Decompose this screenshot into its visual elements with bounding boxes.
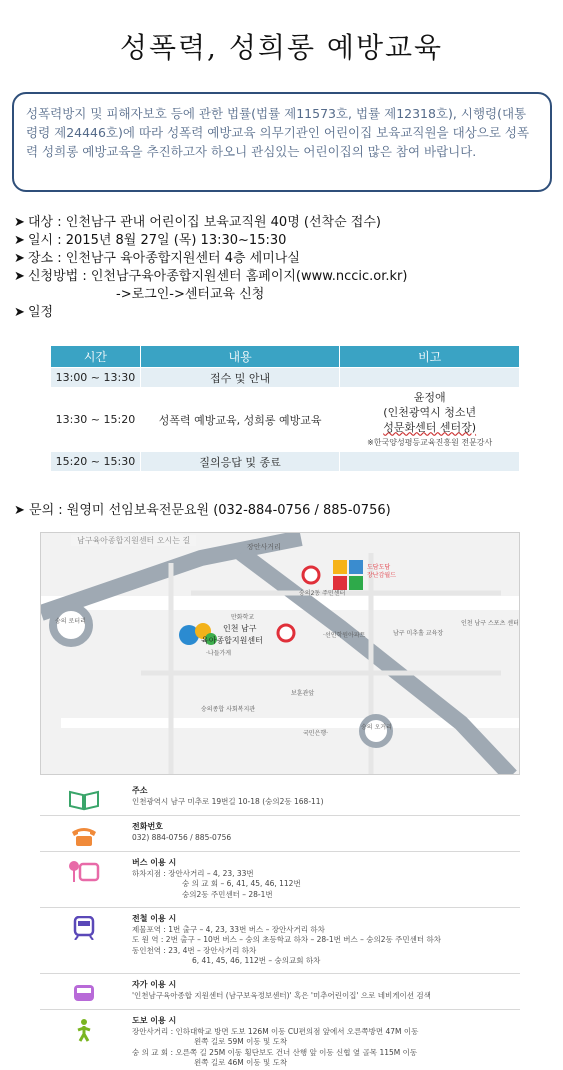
bullet-icon: ➤: [14, 269, 25, 284]
content-cell: 접수 및 안내: [140, 368, 340, 388]
bullet-icon: ➤: [14, 251, 25, 266]
map-label: 도담도담: [367, 564, 391, 571]
map-label: 남구 미추홀 교육장: [393, 630, 444, 637]
map-label: 숭의 로터리: [55, 618, 86, 625]
schedule-header: 내용: [140, 346, 340, 368]
map-drawing: [41, 533, 520, 775]
map-label: ·선인학원아파트: [323, 632, 366, 639]
map-label: 숭의2동 주민센터: [299, 590, 346, 597]
map-label: ·나들가게: [206, 650, 232, 657]
time-cell: 13:00 ~ 13:30: [51, 368, 141, 388]
car-icon: [68, 982, 100, 1006]
map-label: 장안사거리: [247, 543, 281, 551]
schedule-header: 시간: [51, 346, 141, 368]
list-item: 전화번호 032) 884-0756 / 885-0756: [40, 816, 520, 852]
content-cell: 성폭력 예방교육, 성희롱 예방교육: [140, 388, 340, 452]
map-label: 국민은행·: [303, 730, 329, 737]
info-target: ➤ 대상 : 인천남구 관내 어린이집 보육교직원 40명 (선착순 접수): [14, 215, 381, 230]
schedule-header-row: [51, 346, 520, 368]
table-row: [51, 368, 520, 388]
list-item: 주소 인천광역시 남구 미추로 19번길 10-18 (숭의2동 168-11): [40, 780, 520, 816]
map-label: 장난감월드: [367, 572, 396, 579]
location-map: [40, 532, 520, 775]
content-cell: 질의응답 및 종료: [140, 452, 340, 472]
list-item: 도보 이용 시 장안사거리 : 인하대학교 방면 도보 126M 이동 CU편의점 앞에서 오른쪽방면 47M 이동 왼쪽 길로 59M 이동 및 도착 숭 의 교 회 : 오른쪽 길 25M 이동 횡단보도 건너 산행 앞 이동 신협 옆 골목 115M 이동 왼쪽 길로 46M 이동 및 도착: [40, 1010, 520, 1070]
info-apply: ➤ 신청방법 : 인천남구육아종합지원센터 홈페이지(www.nccic.or.kr): [14, 269, 408, 284]
map-label: 육아종합지원센터: [201, 636, 263, 645]
map-caption: 남구육아종합지원센터 오시는 길: [71, 535, 196, 546]
info-place: ➤ 장소 : 인천남구 육아종합지원센터 4층 세미나실: [14, 251, 300, 266]
info-apply-2: ->로그인->센터교육 신청: [116, 287, 265, 302]
bullet-icon: ➤: [14, 503, 25, 518]
bullet-icon: ➤: [14, 233, 25, 248]
bullet-icon: ➤: [14, 215, 25, 230]
info-list: [14, 214, 554, 322]
book-icon: [68, 788, 100, 812]
map-label: 만화학교: [231, 614, 255, 621]
map-label: 인천 남구 스포츠 센터: [461, 620, 519, 627]
map-label: 숭의종합 사회복지관: [201, 706, 256, 713]
list-item: 자가 이용 시 '인천남구육아종합 지원센터 (남구보육정보센터)' 혹은 '미추어린이집' 으로 네비게이션 검색: [40, 974, 520, 1010]
table-row: [51, 452, 520, 472]
walking-person-icon: [68, 1018, 100, 1042]
bullet-icon: ➤: [14, 305, 25, 320]
info-datetime: ➤ 일시 : 2015년 8월 27일 (목) 13:30~15:30: [14, 233, 287, 248]
directions-legend: [40, 780, 520, 1070]
schedule-table: [50, 345, 520, 472]
phone-icon: [68, 824, 100, 848]
list-item: 전철 이용 시 제물포역 : 1번 출구 – 4, 23, 33번 버스 – 장안사거리 하차 도 원 역 : 2번 출구 – 10번 버스 – 숭의 초등학교 하차 – 28-1번 버스 – 숭의2동 주민센터 하차 동인천역 : 23, 4번 – 장안사거리 하차 6, 41, 45, 46, 112번 – 숭의교회 하차: [40, 908, 520, 974]
note-cell: 윤정애 (인천광역시 청소년 성문화센터 센터장) ※한국양성평등교육진흥원 전문강사: [340, 388, 520, 452]
note-cell: [340, 452, 520, 472]
contact-line: ➤ 문의 : 원영미 선임보육전문요원 (032-884-0756 / 885-0756): [14, 503, 391, 518]
map-label: 보훈관앞: [291, 690, 315, 697]
bus-stop-icon: [68, 860, 100, 884]
map-label: 인천 남구: [223, 624, 257, 633]
schedule-header: 비고: [340, 346, 520, 368]
page-title: 성폭력, 성희롱 예방교육: [119, 31, 444, 64]
list-item: 버스 이용 시 하차지점 : 장안사거리 – 4, 23, 33번 숭 의 교 회 – 6, 41, 45, 46, 112번 숭의2동 주민센터 – 28-1번: [40, 852, 520, 908]
time-cell: 13:30 ~ 15:20: [51, 388, 141, 452]
subway-icon: [68, 916, 100, 940]
info-schedule: ➤ 일정: [14, 305, 54, 320]
note-cell: [340, 368, 520, 388]
map-label: 숭의 오거리: [361, 724, 392, 731]
table-row: [51, 388, 520, 452]
time-cell: 15:20 ~ 15:30: [51, 452, 141, 472]
intro-box: 성폭력방지 및 피해자보호 등에 관한 법률(법률 제11573호, 법률 제12318호), 시행령(대통령령 제24446호)에 따라 성폭력 예방교육 의무기관인 어린이집 보육교직원을 대상으로 성폭력 성희롱 예방교육을 추진하고자 하오니 관심있는 어린이집의 많은 참여 바랍니다.: [12, 92, 552, 192]
